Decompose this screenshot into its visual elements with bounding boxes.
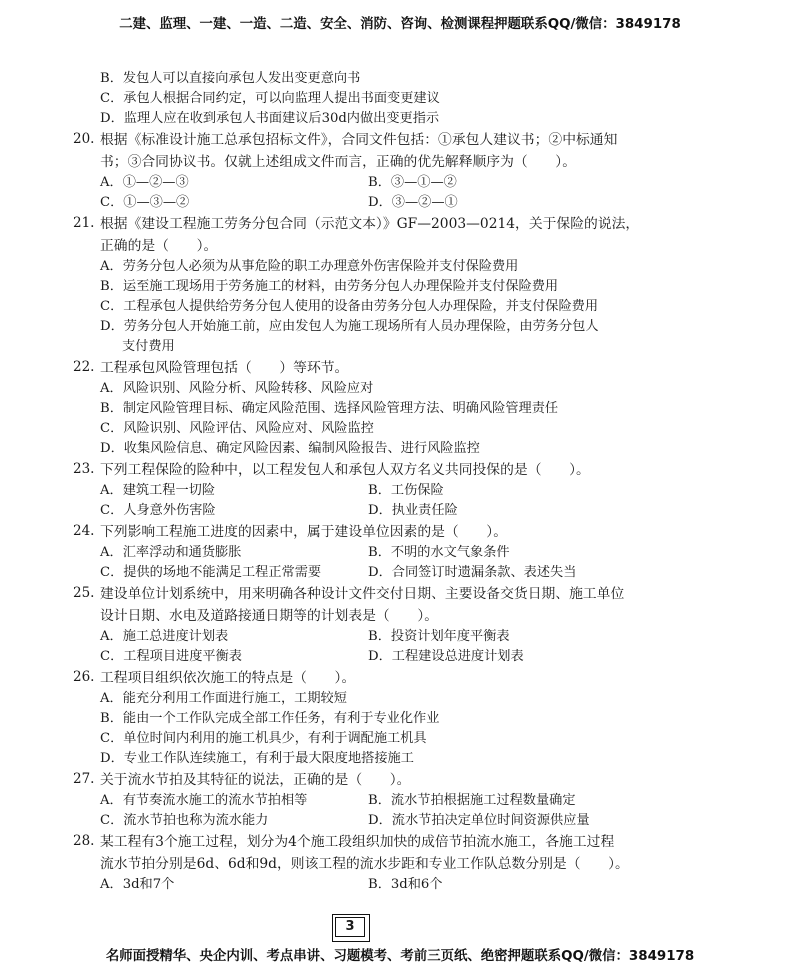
question-stem-line: 工程项目组织依次施工的特点是（ ）。 bbox=[100, 670, 356, 686]
option-row bbox=[100, 543, 740, 563]
question bbox=[73, 831, 740, 895]
option-item: D．合同签订时遗漏条款、表述失当 bbox=[368, 565, 577, 580]
option-row bbox=[100, 647, 740, 667]
exam-content bbox=[73, 69, 740, 895]
option-row bbox=[100, 811, 740, 831]
question-stem bbox=[100, 831, 740, 875]
option-row bbox=[100, 627, 740, 647]
question-stem-line: 根据《建设工程施工劳务分包合同（示范文本）》GF—2003—0214，关于保险的说法， bbox=[100, 216, 640, 232]
question-stem bbox=[100, 459, 740, 481]
option-item: D．工程建设总进度计划表 bbox=[368, 649, 524, 664]
option-row bbox=[100, 501, 740, 521]
option-text: B．能由一个工作队完成全部工作任务，有利于专业化作业 bbox=[100, 711, 440, 726]
question-number: 20. bbox=[73, 131, 95, 147]
page-footer: 名师面授精华、央企内训、考点串讲、习题模考、考前三页纸、绝密押题联系QQ/微信：3849178 bbox=[105, 949, 695, 964]
question-stem bbox=[100, 583, 740, 627]
question-stem-line: 设计日期、水电及道路接通日期等的计划表是（ ）。 bbox=[100, 608, 439, 624]
question-number: 27. bbox=[73, 771, 95, 787]
option-text: B．制定风险管理目标、确定风险范围、选择风险管理方法、明确风险管理责任 bbox=[100, 401, 559, 416]
option-item: A．建筑工程一切险 bbox=[100, 483, 216, 498]
question-stem-line: 根据《标准设计施工总承包招标文件》，合同文件包括：①承包人建议书；②中标通知 bbox=[100, 132, 618, 148]
option-line: D．监理人应在收到承包人书面建议后30d内做出变更指示 bbox=[100, 111, 440, 126]
question-stem bbox=[100, 769, 740, 791]
option-row bbox=[100, 193, 740, 213]
question-stem-line: 下列工程保险的险种中，以工程发包人和承包人双方名义共同投保的是（ ）。 bbox=[100, 462, 590, 478]
question bbox=[73, 459, 740, 521]
option-item bbox=[100, 749, 740, 769]
option-item: B．不明的水文气象条件 bbox=[368, 545, 510, 560]
option-text: D．专业工作队连续施工，有利于最大限度地搭接施工 bbox=[100, 751, 414, 766]
question-number: 26. bbox=[73, 669, 95, 685]
question bbox=[73, 667, 740, 769]
question-stem-line: 流水节拍分别是6d、6d和9d，则该工程的流水步距和专业工作队总数分别是（ ）。 bbox=[100, 856, 629, 872]
question-stem bbox=[100, 521, 740, 543]
option-text: D．收集风险信息、确定风险因素、编制风险报告、进行风险监控 bbox=[100, 441, 480, 456]
question-number: 22. bbox=[73, 359, 95, 375]
option-item: D．流水节拍决定单位时间资源供应量 bbox=[368, 813, 590, 828]
question-stem bbox=[100, 357, 740, 379]
option-item bbox=[100, 419, 740, 439]
question-stem bbox=[100, 667, 740, 689]
question-number: 21. bbox=[73, 215, 95, 231]
question-stem bbox=[100, 129, 740, 173]
option-item: C．工程项目进度平衡表 bbox=[100, 649, 242, 664]
option-item: B．③—①—② bbox=[368, 175, 457, 190]
option-item: C．①—③—② bbox=[100, 195, 190, 210]
option-item bbox=[100, 729, 740, 749]
page-header: 二建、监理、一建、一造、二造、安全、消防、咨询、检测课程押题联系QQ/微信：3849178 bbox=[119, 17, 681, 32]
question-stem-line: 工程承包风险管理包括（ ）等环节。 bbox=[100, 360, 349, 376]
option-text: A．劳务分包人必须为从事危险的职工办理意外伤害保险并支付保险费用 bbox=[100, 259, 519, 274]
option-item: D．③—②—① bbox=[368, 195, 458, 210]
option-text: A．风险识别、风险分析、风险转移、风险应对 bbox=[100, 381, 374, 396]
question bbox=[73, 129, 740, 213]
question-stem-line: 关于流水节拍及其特征的说法，正确的是（ ）。 bbox=[100, 772, 411, 788]
option-item bbox=[100, 277, 740, 297]
option-text: A．能充分利用工作面进行施工，工期较短 bbox=[100, 691, 347, 706]
option-text: C．风险识别、风险评估、风险应对、风险监控 bbox=[100, 421, 374, 436]
option-text: B．运至施工现场用于劳务施工的材料，由劳务分包人办理保险并支付保险费用 bbox=[100, 279, 559, 294]
option-text: 支付费用 bbox=[122, 339, 175, 354]
option-item bbox=[100, 689, 740, 709]
question bbox=[73, 769, 740, 831]
option-item bbox=[100, 399, 740, 419]
option-item: A．施工总进度计划表 bbox=[100, 629, 229, 644]
question-stem-line: 某工程有3个施工过程，划分为4个施工段组织加快的成倍节拍流水施工，各施工过程 bbox=[100, 834, 615, 850]
option-item bbox=[100, 379, 740, 399]
option-item bbox=[100, 439, 740, 459]
option-item: B．3d和6个 bbox=[368, 877, 443, 892]
question-number: 28. bbox=[73, 833, 95, 849]
question bbox=[73, 357, 740, 459]
option-item: C．人身意外伤害险 bbox=[100, 503, 216, 518]
option-line: B．发包人可以直接向承包人发出变更意向书 bbox=[100, 71, 361, 86]
option-item bbox=[100, 709, 740, 729]
question-stem-line: 书；③合同协议书。仅就上述组成文件而言，正确的优先解释顺序为（ ）。 bbox=[100, 154, 576, 170]
question bbox=[73, 521, 740, 583]
option-text: D．劳务分包人开始施工前，应由发包人为施工现场所有人员办理保险，由劳务分包人 bbox=[100, 319, 599, 334]
question bbox=[73, 213, 740, 357]
option-row bbox=[100, 481, 740, 501]
question-stem bbox=[100, 213, 740, 257]
question-stem-line: 正确的是（ ）。 bbox=[100, 238, 218, 254]
option-item: B．工伤保险 bbox=[368, 483, 444, 498]
option-item: A．有节奏流水施工的流水节拍相等 bbox=[100, 793, 308, 808]
option-row bbox=[100, 563, 740, 583]
option-item bbox=[100, 297, 740, 317]
option-text: C．工程承包人提供给劳务分包人使用的设备由劳务分包人办理保险，并支付保险费用 bbox=[100, 299, 599, 314]
question-stem-line: 下列影响工程施工进度的因素中，属于建设单位因素的是（ ）。 bbox=[100, 524, 508, 540]
option-item bbox=[100, 257, 740, 277]
option-item: A．3d和7个 bbox=[100, 877, 175, 892]
option-item: C．提供的场地不能满足工程正常需要 bbox=[100, 565, 322, 580]
page-number: 3 bbox=[335, 917, 365, 937]
question-number: 25. bbox=[73, 585, 95, 601]
option-item: C．流水节拍也称为流水能力 bbox=[100, 813, 269, 828]
option-row bbox=[100, 875, 740, 895]
option-line: C．承包人根据合同约定，可以向监理人提出书面变更建议 bbox=[100, 91, 440, 106]
question bbox=[73, 583, 740, 667]
option-item bbox=[100, 317, 740, 357]
option-row bbox=[100, 173, 740, 193]
question-stem-line: 建设单位计划系统中，用来明确各种设计文件交付日期、主要设备交货日期、施工单位 bbox=[100, 586, 625, 602]
option-item: A．①—②—③ bbox=[100, 175, 189, 190]
question-number: 24. bbox=[73, 523, 95, 539]
question-number: 23. bbox=[73, 461, 95, 477]
option-item: D．执业责任险 bbox=[368, 503, 458, 518]
option-text: C．单位时间内利用的施工机具少，有利于调配施工机具 bbox=[100, 731, 427, 746]
option-item: B．流水节拍根据施工过程数量确定 bbox=[368, 793, 576, 808]
option-item: B．投资计划年度平衡表 bbox=[368, 629, 510, 644]
option-item: A．汇率浮动和通货膨胀 bbox=[100, 545, 242, 560]
option-row bbox=[100, 791, 740, 811]
